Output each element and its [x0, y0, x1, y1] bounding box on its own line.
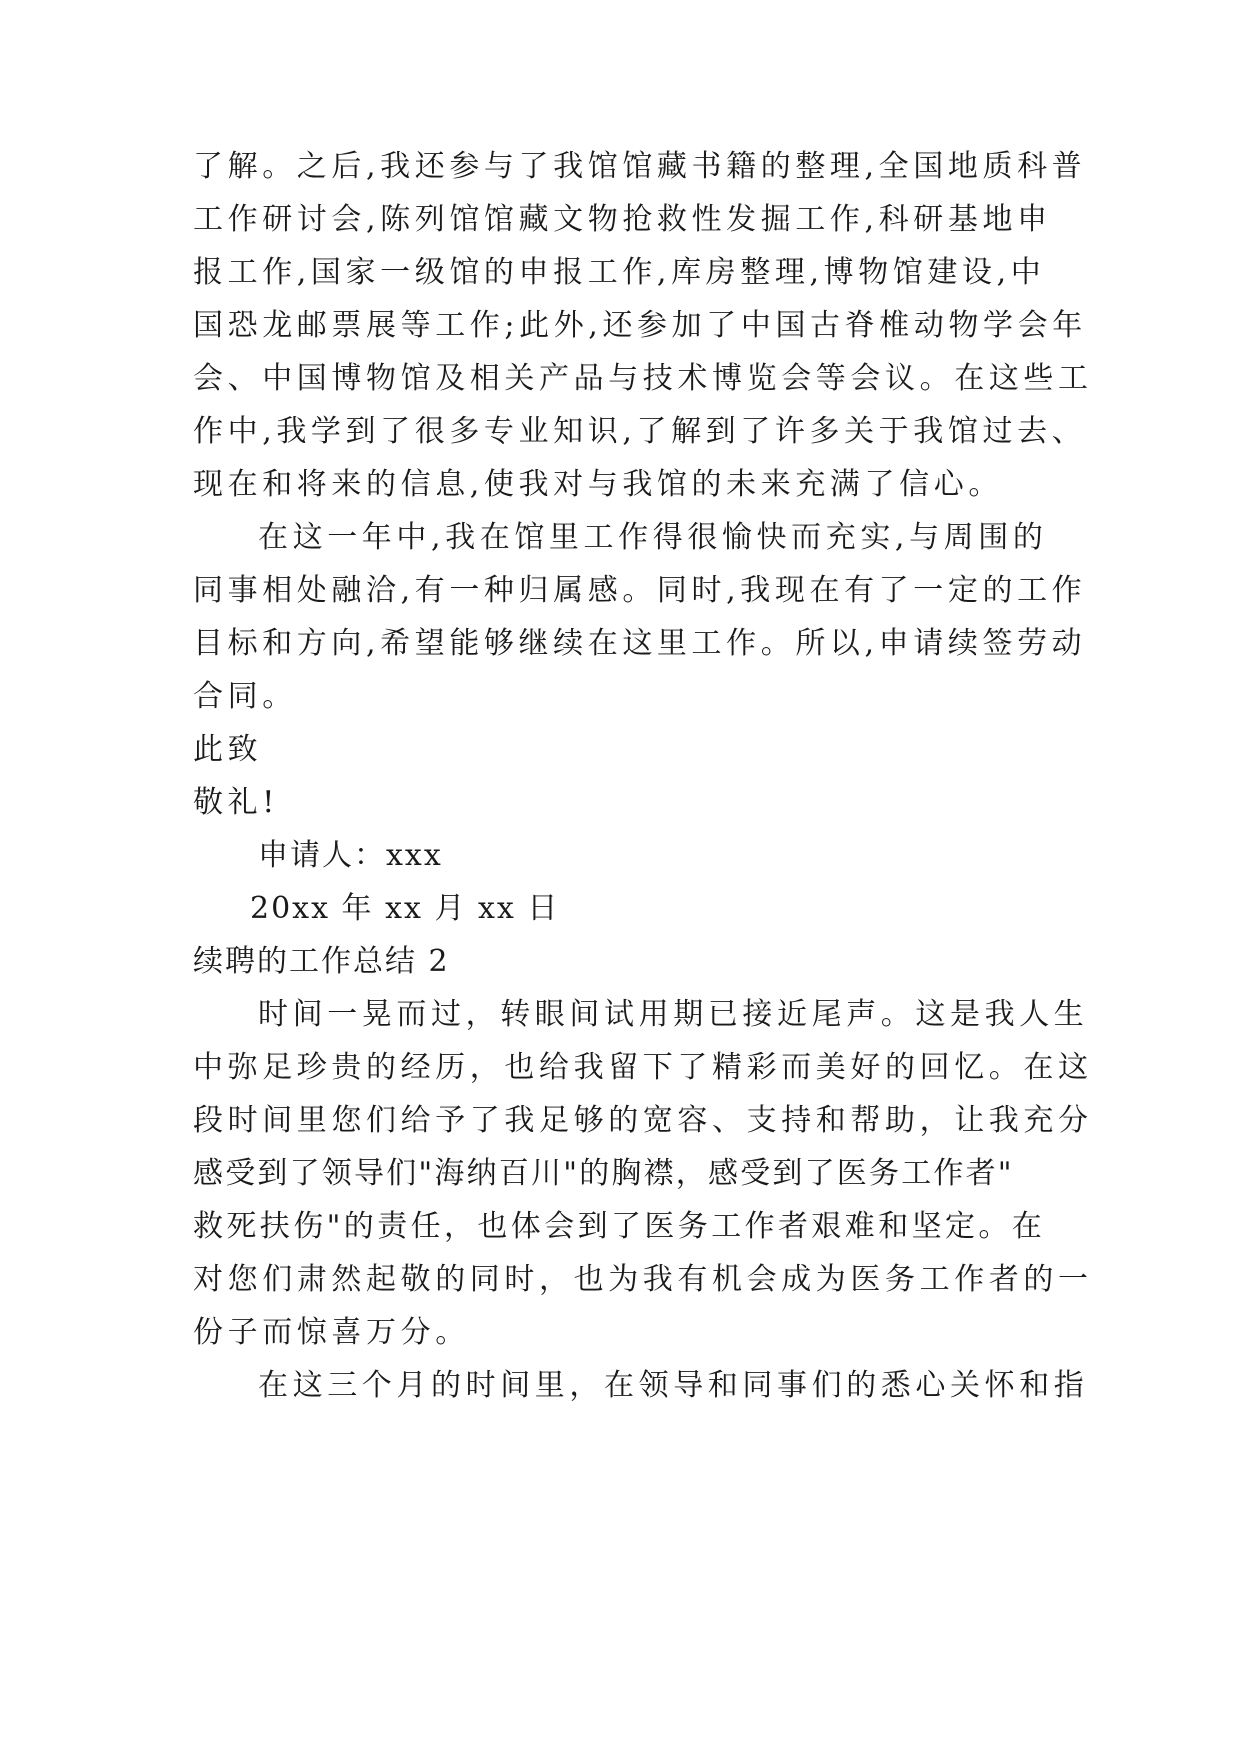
text-line: 现在和将来的信息,使我对与我馆的未来充满了信心。 — [193, 467, 1003, 502]
text-line: 了解。之后,我还参与了我馆馆藏书籍的整理,全国地质科普 — [193, 149, 1087, 184]
text-line: 份子而惊喜万分。 — [193, 1315, 470, 1350]
text-line: 在这一年中,我在馆里工作得很愉快而充实,与周围的 — [258, 520, 1048, 555]
date-line: 20xx 年 xx 月 xx 日 — [250, 891, 560, 926]
text-line: 救死扶伤"的责任，也体会到了医务工作者艰难和坚定。在 — [193, 1209, 1046, 1244]
text-line: 同事相处融洽,有一种归属感。同时,我现在有了一定的工作 — [193, 573, 1087, 608]
text-line: 工作研讨会,陈列馆馆藏文物抢救性发掘工作,科研基地申 — [193, 202, 1052, 237]
text-line: 时间一晃而过，转眼间试用期已接近尾声。这是我人生 — [258, 997, 1089, 1032]
section-title: 续聘的工作总结 2 — [193, 944, 450, 979]
text-line: 作中,我学到了很多专业知识,了解到了许多关于我馆过去、 — [193, 414, 1087, 449]
text-line: 国恐龙邮票展等工作;此外,还参加了中国古脊椎动物学会年 — [193, 308, 1087, 343]
text-line: 会、中国博物馆及相关产品与技术博览会等会议。在这些工 — [193, 361, 1093, 396]
text-line: 在这三个月的时间里，在领导和同事们的悉心关怀和指 — [258, 1368, 1089, 1403]
applicant-signature: 申请人：xxx — [258, 838, 443, 873]
text-line: 合同。 — [193, 679, 297, 714]
text-line: 报工作,国家一级馆的申报工作,库房整理,博物馆建设,中 — [193, 255, 1046, 290]
text-line: 中弥足珍贵的经历，也给我留下了精彩而美好的回忆。在这 — [193, 1050, 1093, 1085]
text-line: 对您们肃然起敬的同时，也为我有机会成为医务工作者的一 — [193, 1262, 1093, 1297]
text-line: 目标和方向,希望能够继续在这里工作。所以,申请续签劳动 — [193, 626, 1087, 661]
text-line: 段时间里您们给予了我足够的宽容、支持和帮助，让我充分 — [193, 1103, 1093, 1138]
closing-regards: 敬礼! — [193, 785, 279, 820]
text-line: 感受到了领导们"海纳百川"的胸襟，感受到了医务工作者" — [193, 1156, 1014, 1191]
closing-salutation: 此致 — [193, 732, 263, 767]
